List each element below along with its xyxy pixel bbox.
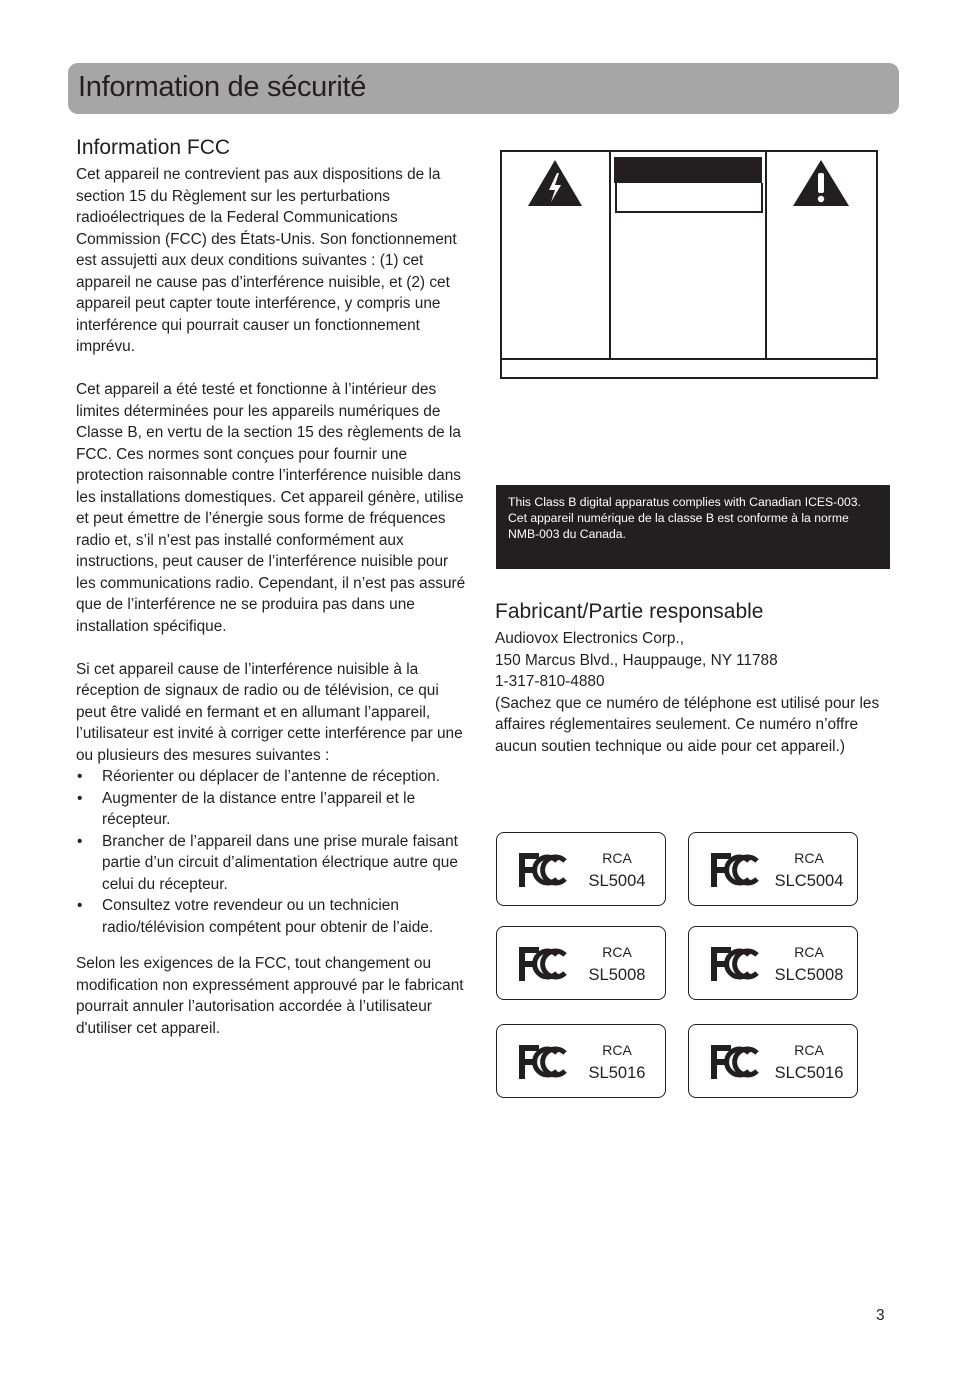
caution-header-band: [614, 157, 762, 183]
fcc-label-card: [496, 832, 666, 906]
caution-warning-box: [500, 150, 878, 379]
canada-notice-en: This Class B digital apparatus complies with Canadian ICES-003.: [508, 495, 861, 509]
fcc-label-card: [496, 926, 666, 1000]
fcc-label-model: SLC5004: [774, 872, 844, 890]
fcc-label-brand: RCA: [602, 850, 632, 866]
manufacturer-company: Audiovox Electronics Corp.,: [495, 630, 685, 647]
list-item: • Brancher de l’appareil dans une prise murale faisant partie d’un circuit d’alimentation électrique autre que celui du récepteur.: [76, 831, 471, 896]
list-item: • Consultez votre revendeur ou un technicien radio/télévision compétent pour obtenir de l’aide.: [76, 895, 471, 938]
caution-subheader-band: [615, 183, 763, 213]
header-bar: [68, 63, 899, 114]
fcc-label-model: SL5008: [588, 966, 646, 984]
fcc-label-card: [688, 832, 858, 906]
page-number: 3: [876, 1307, 885, 1324]
list-item: • Réorienter ou déplacer de l’antenne de réception.: [76, 766, 471, 788]
manufacturer-phone: 1-317-810-4880: [495, 673, 605, 690]
list-item: • Augmenter de la distance entre l’appareil et le récepteur.: [76, 788, 471, 831]
lightning-triangle-icon: [526, 158, 584, 208]
fcc-logo-icon: [709, 945, 761, 983]
exclamation-triangle-icon: [791, 158, 851, 208]
canada-compliance-notice: [496, 485, 890, 569]
fcc-logo-icon: [517, 1043, 569, 1081]
fcc-label-model: SLC5008: [774, 966, 844, 984]
fcc-label-card: [688, 1024, 858, 1098]
manufacturer-heading: Fabricant/Partie responsable: [495, 600, 764, 623]
fcc-label-card: [496, 1024, 666, 1098]
fcc-logo-icon: [709, 851, 761, 889]
manufacturer-note: (Sachez que ce numéro de téléphone est utilisé pour les affaires réglementaires seulement. Ce numéro n’offre aucun soutien technique ou aide pour cet appareil.): [495, 694, 880, 755]
fcc-label-brand: RCA: [602, 944, 632, 960]
fcc-logo-icon: [517, 945, 569, 983]
manufacturer-address: 150 Marcus Blvd., Hauppauge, NY 11788: [495, 651, 778, 669]
fcc-label-card: [688, 926, 858, 1000]
fcc-section: [76, 134, 471, 1039]
fcc-measures-list: [76, 766, 471, 938]
fcc-label-brand: RCA: [794, 944, 824, 960]
fcc-paragraph-1: Cet appareil ne contrevient pas aux dispositions de la section 15 du Règlement sur les perturbations radioélectriques de la Federal Communications Commission (FCC) des États-Unis. Son fonctionnement est assujetti aux deux conditions suivantes : (1) cet appareil ne cause pas d’interférence nuisible, et (2) cet appareil peut capter toute interférence, y compris une interférence qui pourrait causer un fonctionnement imprévu.: [76, 166, 457, 355]
fcc-logo-icon: [709, 1043, 761, 1081]
fcc-logo-icon: [517, 851, 569, 889]
fcc-label-model: SLC5016: [774, 1064, 844, 1082]
canada-notice-fr: Cet appareil numérique de la classe B est conforme à la norme NMB-003 du Canada.: [508, 511, 849, 541]
fcc-label-model: SL5004: [588, 872, 646, 890]
fcc-label-brand: RCA: [794, 850, 824, 866]
fcc-label-brand: RCA: [602, 1042, 632, 1058]
fcc-paragraph-3: Si cet appareil cause de l’interférence nuisible à la réception de signaux de radio ou de télévision, ce qui peut être validé en fermant et en allumant l’appareil, l’utilisateur est invité à corriger cette interférence par une ou plusieurs des mesures suivantes :: [76, 660, 463, 764]
page-title: Information de sécurité: [78, 71, 367, 103]
fcc-heading: Information FCC: [76, 136, 231, 159]
fcc-label-model: SL5016: [588, 1064, 646, 1082]
manufacturer-section: [495, 598, 890, 757]
fcc-paragraph-4: Selon les exigences de la FCC, tout changement ou modification non expressément approuvé par le fabricant pourrait annuler l’autorisation accordée à l’utilisateur d'utiliser cet appareil.: [76, 955, 464, 1037]
fcc-label-brand: RCA: [794, 1042, 824, 1058]
fcc-paragraph-2: Cet appareil a été testé et fonctionne à l’intérieur des limites déterminées pour les appareils numériques de Classe B, en vertu de la section 15 des règlements de la FCC. Ces normes sont conçues pour fournir une protection raisonnable contre l’interférence nuisible dans les installations domestiques. Cet appareil génère, utilise et peut émettre de l’énergie sous forme de fréquences radio et, s’il n’est pas installé conformément aux instructions, peut causer de l’interférence nuisible pour les communications radio. Cependant, il n’est pas assuré que de l’interférence ne se produira pas dans une installation spécifique.: [76, 381, 466, 635]
